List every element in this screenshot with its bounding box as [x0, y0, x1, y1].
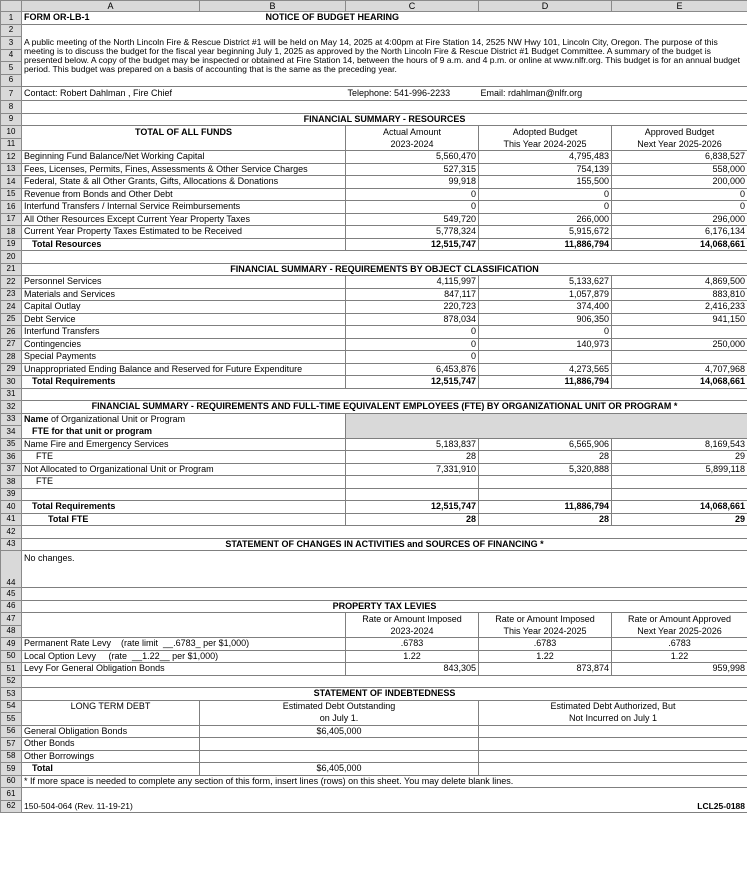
requirement-actual[interactable]: 878,034 — [346, 313, 479, 326]
requirement-adopted[interactable]: 5,133,627 — [479, 276, 612, 289]
row-header[interactable]: 58 — [1, 750, 22, 763]
cell[interactable] — [22, 625, 346, 638]
fte-total-approved[interactable]: 14,068,661 — [612, 501, 747, 514]
fte-approved[interactable]: 29 — [612, 451, 747, 464]
fte-name-header[interactable] — [22, 413, 346, 426]
resource-adopted[interactable]: 155,500 — [479, 176, 612, 189]
unit-approved[interactable]: 5,899,118 — [612, 463, 747, 476]
row-header[interactable]: 7 — [1, 87, 22, 101]
col-subheader-adopted[interactable]: This Year 2024-2025 — [479, 138, 612, 151]
row-header[interactable]: 47 — [1, 613, 22, 626]
total-fte-actual[interactable]: 28 — [346, 513, 479, 526]
resource-adopted[interactable]: 5,915,672 — [479, 226, 612, 239]
levy-next[interactable]: 959,998 — [612, 663, 747, 676]
row-header[interactable]: 17 — [1, 213, 22, 226]
row-header[interactable]: 14 — [1, 176, 22, 189]
resources-title[interactable]: FINANCIAL SUMMARY - RESOURCES — [22, 113, 747, 126]
row-header[interactable]: 18 — [1, 226, 22, 239]
resource-adopted[interactable]: 754,139 — [479, 163, 612, 176]
cell[interactable] — [22, 713, 200, 726]
fte-label[interactable]: FTE — [22, 451, 346, 464]
row-header[interactable]: 6 — [1, 74, 22, 87]
requirements-title[interactable]: FINANCIAL SUMMARY - REQUIREMENTS BY OBJECT CLASSIFICATION — [22, 263, 747, 276]
requirement-adopted[interactable]: 4,273,565 — [479, 363, 612, 376]
resource-label[interactable]: Revenue from Bonds and Other Debt — [22, 188, 346, 201]
row-header[interactable]: 24 — [1, 301, 22, 314]
changes-text[interactable]: No changes. — [22, 551, 747, 588]
row-header[interactable]: 28 — [1, 351, 22, 364]
col-header-actual[interactable]: Actual Amount — [346, 126, 479, 139]
row-header[interactable]: 20 — [1, 251, 22, 264]
debt-outstanding[interactable]: $6,405,000 — [200, 725, 479, 738]
row-header[interactable]: 16 — [1, 201, 22, 214]
row-header[interactable]: 39 — [1, 488, 22, 501]
debt-authorized[interactable] — [479, 750, 747, 763]
debt-title[interactable]: STATEMENT OF INDEBTEDNESS — [22, 688, 747, 701]
levy-current[interactable]: 873,874 — [479, 663, 612, 676]
fte-actual[interactable]: 28 — [346, 451, 479, 464]
requirement-approved[interactable] — [612, 351, 747, 364]
row-header[interactable]: 56 — [1, 725, 22, 738]
resource-label[interactable]: Federal, State & all Other Grants, Gifts, Allocations & Donations — [22, 176, 346, 189]
col-header-adopted[interactable]: Adopted Budget — [479, 126, 612, 139]
cell[interactable] — [479, 476, 612, 489]
levy-next[interactable]: 1.22 — [612, 650, 747, 663]
row-header[interactable]: 55 — [1, 713, 22, 726]
total-requirements-actual[interactable]: 12,515,747 — [346, 376, 479, 389]
resource-actual[interactable]: 527,315 — [346, 163, 479, 176]
row-header[interactable]: 30 — [1, 376, 22, 389]
debt-authorized[interactable] — [479, 725, 747, 738]
row-header[interactable]: 15 — [1, 188, 22, 201]
select-all-corner[interactable] — [1, 1, 22, 12]
row-header[interactable]: 60 — [1, 775, 22, 788]
row-header[interactable]: 8 — [1, 101, 22, 114]
debt-col-long-term[interactable]: LONG TERM DEBT — [22, 700, 200, 713]
fte-title[interactable]: FINANCIAL SUMMARY - REQUIREMENTS AND FULL-TIME EQUIVALENT EMPLOYEES (FTE) BY ORGANIZATIONAL UNIT OR PROGRAM * — [22, 401, 747, 414]
resources-col-label[interactable]: TOTAL OF ALL FUNDS — [22, 126, 346, 139]
resource-label[interactable]: Fees, Licenses, Permits, Fines, Assessments & Other Service Charges — [22, 163, 346, 176]
row-header[interactable]: 32 — [1, 401, 22, 414]
levy-next[interactable]: .6783 — [612, 638, 747, 651]
row-header[interactable]: 10 — [1, 126, 22, 139]
row-header[interactable]: 21 — [1, 263, 22, 276]
resource-approved[interactable]: 558,000 — [612, 163, 747, 176]
tax-subheader-prior[interactable]: 2023-2024 — [346, 625, 479, 638]
fte-total-requirements-label[interactable]: Total Requirements — [22, 501, 346, 514]
fte-total-actual[interactable]: 12,515,747 — [346, 501, 479, 514]
row-header[interactable]: 33 — [1, 413, 22, 426]
row-header[interactable]: 49 — [1, 638, 22, 651]
row-header[interactable]: 9 — [1, 113, 22, 126]
cell[interactable] — [22, 675, 747, 688]
requirement-adopted[interactable]: 374,400 — [479, 301, 612, 314]
col-subheader-actual[interactable]: 2023-2024 — [346, 138, 479, 151]
row-header[interactable]: 4 — [1, 49, 22, 62]
cell[interactable] — [22, 251, 747, 264]
row-header[interactable]: 45 — [1, 588, 22, 601]
row-header[interactable]: 1 — [1, 12, 22, 25]
row-header[interactable]: 54 — [1, 700, 22, 713]
column-header-a[interactable]: A — [22, 1, 200, 12]
email[interactable]: Email: rdahlman@nlfr.org — [479, 87, 747, 101]
resource-label[interactable]: Current Year Property Taxes Estimated to be Received — [22, 226, 346, 239]
levy-label[interactable]: Levy For General Obligation Bonds — [22, 663, 346, 676]
col-header-approved[interactable]: Approved Budget — [612, 126, 747, 139]
requirement-label[interactable]: Contingencies — [22, 338, 346, 351]
resource-adopted[interactable]: 0 — [479, 188, 612, 201]
contact[interactable]: Contact: Robert Dahlman , Fire Chief — [22, 87, 346, 101]
requirement-approved[interactable]: 250,000 — [612, 338, 747, 351]
row-header[interactable]: 59 — [1, 763, 22, 776]
form-number[interactable]: 150-504-064 (Rev. 11-19-21) — [22, 800, 346, 813]
debt-col-authorized[interactable]: Estimated Debt Authorized, But — [479, 700, 747, 713]
levy-current[interactable]: .6783 — [479, 638, 612, 651]
column-header-row — [1, 1, 747, 12]
unit-actual[interactable]: 7,331,910 — [346, 463, 479, 476]
col-subheader-approved[interactable]: Next Year 2025-2026 — [612, 138, 747, 151]
unit-approved[interactable]: 8,169,543 — [612, 438, 747, 451]
row-header[interactable]: 50 — [1, 650, 22, 663]
resource-label[interactable]: Beginning Fund Balance/Net Working Capital — [22, 151, 346, 164]
requirement-label[interactable]: Interfund Transfers — [22, 326, 346, 339]
debt-col-authorized-sub[interactable]: Not Incurred on July 1 — [479, 713, 747, 726]
levy-current[interactable]: 1.22 — [479, 650, 612, 663]
row-header[interactable]: 57 — [1, 738, 22, 751]
cell[interactable] — [612, 488, 747, 501]
requirement-label[interactable]: Capital Outlay — [22, 301, 346, 314]
row-header[interactable]: 61 — [1, 788, 22, 801]
tax-subheader-current[interactable]: This Year 2024-2025 — [479, 625, 612, 638]
requirement-approved[interactable]: 4,869,500 — [612, 276, 747, 289]
row-header[interactable]: 5 — [1, 62, 22, 75]
row-header[interactable]: 37 — [1, 463, 22, 476]
unit-label[interactable]: Name Fire and Emergency Services — [22, 438, 346, 451]
row-header[interactable]: 3 — [1, 37, 22, 50]
requirement-adopted[interactable]: 0 — [479, 326, 612, 339]
debt-label[interactable]: Other Borrowings — [22, 750, 200, 763]
total-resources-approved[interactable]: 14,068,661 — [612, 238, 747, 251]
debt-total-outstanding[interactable]: $6,405,000 — [200, 763, 479, 776]
resource-actual[interactable]: 5,778,324 — [346, 226, 479, 239]
fte-label[interactable]: FTE — [22, 476, 346, 489]
total-fte-adopted[interactable]: 28 — [479, 513, 612, 526]
requirement-label[interactable]: Materials and Services — [22, 288, 346, 301]
fte-name-bold: Name — [24, 414, 49, 424]
resource-approved[interactable]: 0 — [612, 201, 747, 214]
unit-label[interactable]: Not Allocated to Organizational Unit or Program — [22, 463, 346, 476]
unit-actual[interactable]: 5,183,837 — [346, 438, 479, 451]
row-header[interactable]: 36 — [1, 451, 22, 464]
resource-approved[interactable]: 200,000 — [612, 176, 747, 189]
row-header[interactable]: 25 — [1, 313, 22, 326]
debt-total-label[interactable]: Total — [22, 763, 200, 776]
debt-col-outstanding-sub[interactable]: on July 1. — [200, 713, 479, 726]
debt-label[interactable]: Other Bonds — [22, 738, 200, 751]
debt-col-outstanding[interactable]: Estimated Debt Outstanding — [200, 700, 479, 713]
total-requirements-approved[interactable]: 14,068,661 — [612, 376, 747, 389]
cell[interactable] — [22, 613, 346, 626]
column-header-d[interactable]: D — [479, 1, 612, 12]
levy-prior[interactable]: 843,305 — [346, 663, 479, 676]
changes-title[interactable]: STATEMENT OF CHANGES IN ACTIVITIES and SOURCES OF FINANCING * — [22, 538, 747, 551]
total-fte-approved[interactable]: 29 — [612, 513, 747, 526]
total-requirements-label[interactable]: Total Requirements — [22, 376, 346, 389]
debt-outstanding[interactable] — [200, 750, 479, 763]
cell[interactable] — [479, 488, 612, 501]
requirement-adopted[interactable] — [479, 351, 612, 364]
tax-header-current[interactable]: Rate or Amount Imposed — [479, 613, 612, 626]
resource-label[interactable]: All Other Resources Except Current Year Property Taxes — [22, 213, 346, 226]
row-header[interactable]: 48 — [1, 625, 22, 638]
column-header-b[interactable]: B — [200, 1, 346, 12]
fte-unit-header[interactable]: FTE for that unit or program — [22, 426, 346, 439]
row-header[interactable]: 41 — [1, 513, 22, 526]
row-header[interactable]: 29 — [1, 363, 22, 376]
resource-approved[interactable]: 6,176,134 — [612, 226, 747, 239]
cell[interactable] — [346, 476, 479, 489]
debt-authorized[interactable] — [479, 738, 747, 751]
tax-title[interactable]: PROPERTY TAX LEVIES — [22, 600, 747, 613]
total-resources-actual[interactable]: 12,515,747 — [346, 238, 479, 251]
resource-actual[interactable]: 99,918 — [346, 176, 479, 189]
shaded-cell[interactable] — [346, 413, 747, 438]
cell[interactable] — [22, 488, 346, 501]
requirement-label[interactable]: Special Payments — [22, 351, 346, 364]
requirement-label[interactable]: Debt Service — [22, 313, 346, 326]
form-title[interactable]: NOTICE OF BUDGET HEARING — [200, 12, 747, 25]
requirement-actual[interactable]: 6,453,876 — [346, 363, 479, 376]
row-header[interactable]: 13 — [1, 163, 22, 176]
row-header[interactable]: 46 — [1, 600, 22, 613]
cell[interactable] — [22, 588, 747, 601]
row-header[interactable]: 51 — [1, 663, 22, 676]
fte-adopted[interactable]: 28 — [479, 451, 612, 464]
resource-approved[interactable]: 296,000 — [612, 213, 747, 226]
row-header[interactable]: 52 — [1, 675, 22, 688]
debt-total-authorized[interactable] — [479, 763, 747, 776]
row-header[interactable]: 26 — [1, 326, 22, 339]
tax-subheader-next[interactable]: Next Year 2025-2026 — [612, 625, 747, 638]
row-header[interactable]: 53 — [1, 688, 22, 701]
row-header[interactable]: 31 — [1, 388, 22, 401]
intro-text[interactable]: A public meeting of the North Lincoln Fire & Rescue District #1 will be held on May 14, 2025 at 4:00pm at Fire Station 14, 2525 NW Hwy 101, Lincoln City, Oregon. The purpose of this meeting is to discuss the budget for the fiscal year beginning July 1, 2025 as approved by the North Lincoln Fire & Rescue District #1 Budget Committee. A summary of the budget is presented below. A copy of the budget may be inspected or obtained at Fire Station 14, between the hours of 9 a.m. and 4 p.m. or online at www.nlfr.org. This budget is for an annual budget period. This budget was prepared on a basis of accounting that is the same as the preceding year. — [22, 37, 747, 87]
resource-adopted[interactable]: 0 — [479, 201, 612, 214]
row-header[interactable]: 22 — [1, 276, 22, 289]
cell[interactable] — [22, 138, 346, 151]
requirement-approved[interactable]: 883,810 — [612, 288, 747, 301]
row-header[interactable]: 11 — [1, 138, 22, 151]
requirement-actual[interactable]: 220,723 — [346, 301, 479, 314]
row-header[interactable]: 27 — [1, 338, 22, 351]
footnote[interactable]: * If more space is needed to complete any section of this form, insert lines (rows) on this sheet. You may delete blank lines. — [22, 775, 747, 788]
row-header[interactable]: 38 — [1, 476, 22, 489]
requirement-actual[interactable]: 0 — [346, 326, 479, 339]
unit-adopted[interactable]: 6,565,906 — [479, 438, 612, 451]
levy-label[interactable]: Permanent Rate Levy (rate limit __.6783_ per $1,000) — [22, 638, 346, 651]
resource-adopted[interactable]: 266,000 — [479, 213, 612, 226]
levy-prior[interactable]: .6783 — [346, 638, 479, 651]
cell[interactable] — [612, 476, 747, 489]
row-header[interactable]: 40 — [1, 501, 22, 514]
requirement-adopted[interactable]: 906,350 — [479, 313, 612, 326]
resource-actual[interactable]: 5,560,470 — [346, 151, 479, 164]
requirement-approved[interactable]: 941,150 — [612, 313, 747, 326]
row-header[interactable]: 23 — [1, 288, 22, 301]
debt-label[interactable]: General Obligation Bonds — [22, 725, 200, 738]
row-header[interactable]: 19 — [1, 238, 22, 251]
resource-adopted[interactable]: 4,795,483 — [479, 151, 612, 164]
row-header[interactable]: 62 — [1, 800, 22, 813]
resource-approved[interactable]: 0 — [612, 188, 747, 201]
resource-approved[interactable]: 6,838,527 — [612, 151, 747, 164]
levy-prior[interactable]: 1.22 — [346, 650, 479, 663]
row-header[interactable]: 42 — [1, 526, 22, 539]
column-header-e[interactable]: E — [612, 1, 747, 12]
row-header[interactable]: 34 — [1, 426, 22, 439]
requirement-label[interactable]: Personnel Services — [22, 276, 346, 289]
fte-name-rest: of Organizational Unit or Program — [48, 414, 186, 424]
requirement-actual[interactable]: 847,117 — [346, 288, 479, 301]
column-header-c[interactable]: C — [346, 1, 479, 12]
total-fte-label[interactable]: Total FTE — [22, 513, 346, 526]
telephone[interactable]: Telephone: 541-996-2233 — [346, 87, 479, 101]
requirement-adopted[interactable]: 140,973 — [479, 338, 612, 351]
requirement-actual[interactable]: 4,115,997 — [346, 276, 479, 289]
debt-outstanding[interactable] — [200, 738, 479, 751]
row-header[interactable]: 44 — [1, 551, 22, 588]
resource-actual[interactable]: 549,720 — [346, 213, 479, 226]
total-requirements-adopted[interactable]: 11,886,794 — [479, 376, 612, 389]
unit-adopted[interactable]: 5,320,888 — [479, 463, 612, 476]
resource-actual[interactable]: 0 — [346, 188, 479, 201]
row-header[interactable]: 43 — [1, 538, 22, 551]
levy-label[interactable]: Local Option Levy (rate __1.22__ per $1,000) — [22, 650, 346, 663]
requirement-label[interactable]: Unappropriated Ending Balance and Reserved for Future Expenditure — [22, 363, 346, 376]
cell[interactable] — [22, 526, 747, 539]
row-header[interactable]: 2 — [1, 24, 22, 37]
cell[interactable] — [22, 101, 747, 114]
tax-header-prior[interactable]: Rate or Amount Imposed — [346, 613, 479, 626]
requirement-actual[interactable]: 0 — [346, 338, 479, 351]
cell[interactable] — [22, 24, 747, 37]
requirement-actual[interactable]: 0 — [346, 351, 479, 364]
cell[interactable] — [346, 488, 479, 501]
requirement-approved[interactable]: 4,707,968 — [612, 363, 747, 376]
cell[interactable] — [22, 388, 747, 401]
resource-actual[interactable]: 0 — [346, 201, 479, 214]
form-id[interactable]: FORM OR-LB-1 — [22, 12, 200, 25]
row-header[interactable]: 12 — [1, 151, 22, 164]
cell[interactable] — [22, 788, 747, 801]
requirement-approved[interactable] — [612, 326, 747, 339]
fte-total-adopted[interactable]: 11,886,794 — [479, 501, 612, 514]
resource-label[interactable]: Interfund Transfers / Internal Service Reimbursements — [22, 201, 346, 214]
total-resources-label[interactable]: Total Resources — [22, 238, 346, 251]
requirement-adopted[interactable]: 1,057,879 — [479, 288, 612, 301]
row-header[interactable]: 35 — [1, 438, 22, 451]
tax-header-next[interactable]: Rate or Amount Approved — [612, 613, 747, 626]
document-code[interactable]: LCL25-0188 — [346, 800, 747, 813]
requirement-approved[interactable]: 2,416,233 — [612, 301, 747, 314]
total-resources-adopted[interactable]: 11,886,794 — [479, 238, 612, 251]
